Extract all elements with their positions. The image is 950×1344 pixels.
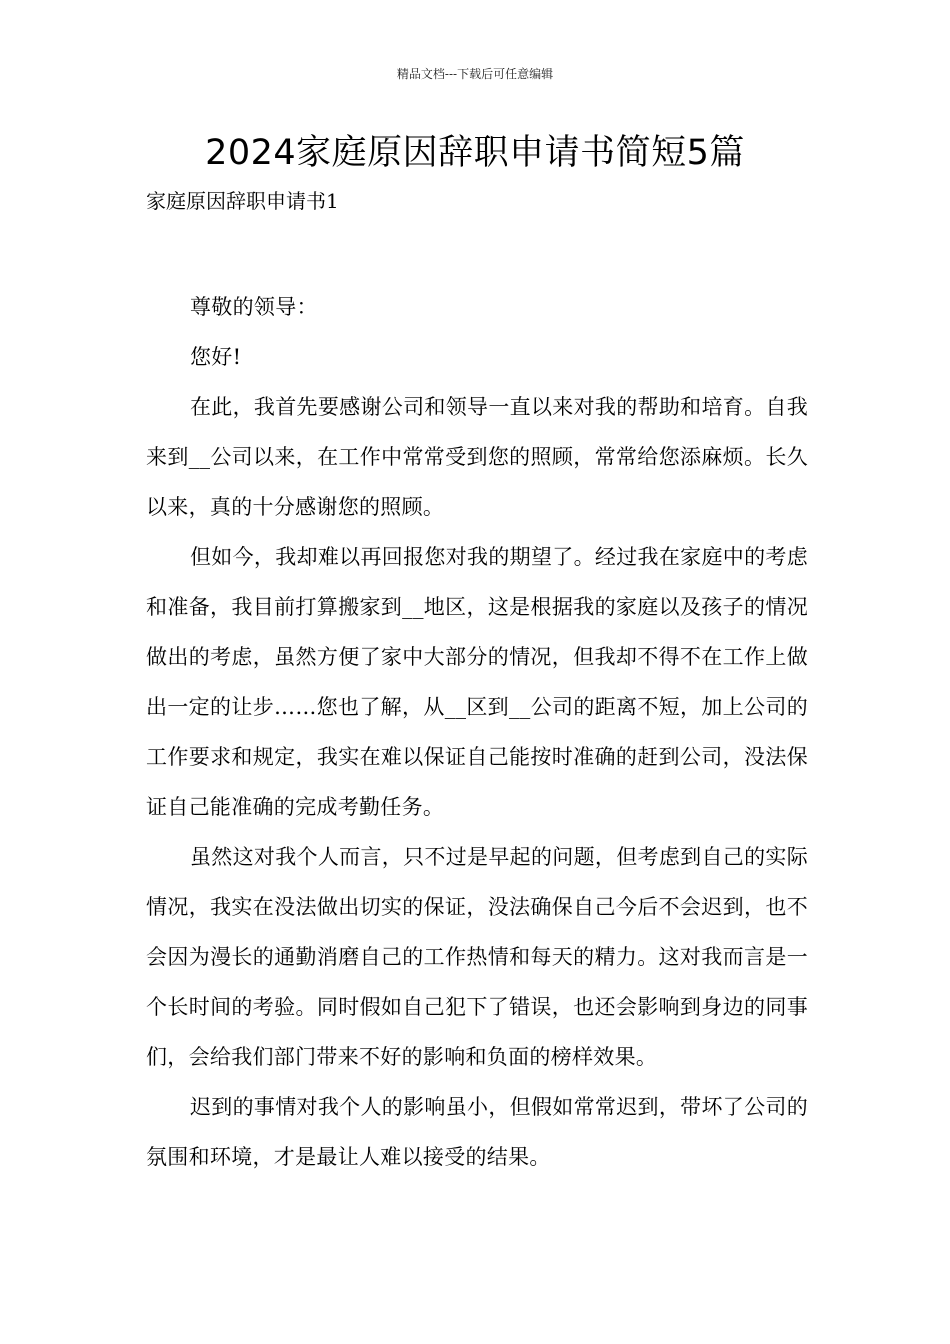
body-paragraph: 迟到的事情对我个人的影响虽小，但假如常常迟到，带坏了公司的氛围和环境，才是最让人难以接受的结果。 — [146, 1095, 808, 1169]
document-title: 2024家庭原因辞职申请书简短5篇 — [205, 133, 745, 173]
body-paragraph: 在此，我首先要感谢公司和领导一直以来对我的帮助和培育。自我来到__公司以来，在工作中常常受到您的照顾，常常给您添麻烦。长久以来，真的十分感谢您的照顾。 — [146, 395, 808, 519]
document-subtitle: 家庭原因辞职申请书1 — [146, 189, 339, 213]
salutation: 尊敬的领导： — [190, 295, 318, 319]
body-paragraph: 但如今，我却难以再回报您对我的期望了。经过我在家庭中的考虑和准备，我目前打算搬家到__地区，这是根据我的家庭以及孩子的情况做出的考虑，虽然方便了家中大部分的情况，但我却不得不在工作上做出一定的让步……您也了解，从__区到__公司的距离不短，加上公司的工作要求和规定，我实在难以保证自己能按时准确的赶到公司，没法保证自己能准确的完成考勤任务。 — [146, 545, 808, 819]
page-header-note: 精品文档---下载后可任意编辑 — [396, 67, 554, 81]
greeting: 您好! — [190, 345, 242, 369]
letter-body — [146, 282, 808, 1182]
body-paragraph: 虽然这对我个人而言，只不过是早起的问题，但考虑到自己的实际情况，我实在没法做出切实的保证，没法确保自己今后不会迟到，也不会因为漫长的通勤消磨自己的工作热情和每天的精力。这对我而言是一个长时间的考验。同时假如自己犯下了错误，也还会影响到身边的同事们，会给我们部门带来不好的影响和负面的榜样效果。 — [146, 845, 808, 1069]
